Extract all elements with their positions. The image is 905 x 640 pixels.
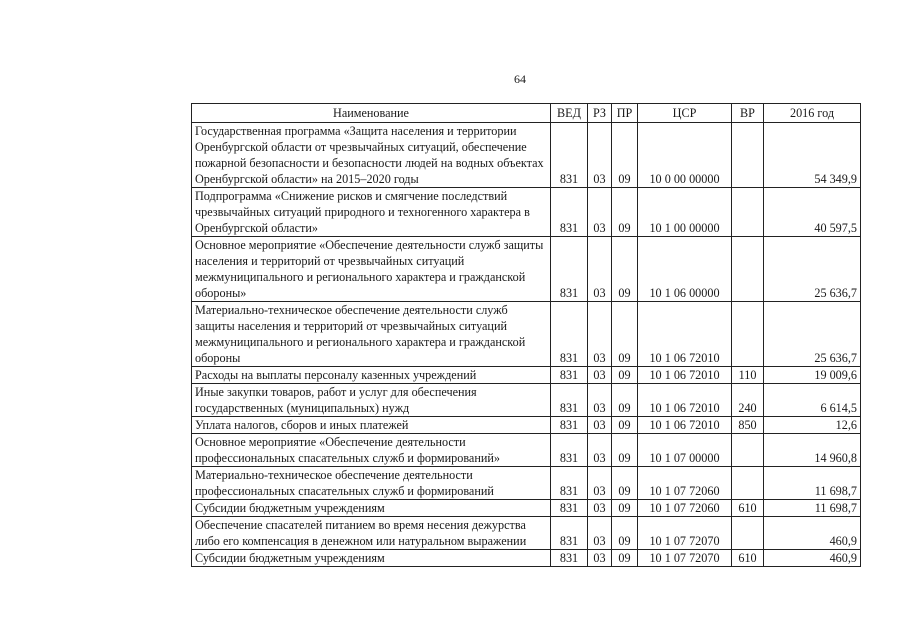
- row-csr: 10 1 07 72070: [638, 517, 732, 550]
- row-pr: 09: [612, 123, 638, 188]
- header-year: 2016 год: [764, 104, 861, 123]
- row-amount: 11 698,7: [764, 467, 861, 500]
- row-pr: 09: [612, 302, 638, 367]
- table-row: [192, 550, 861, 567]
- row-name: Государственная программа «Защита населения и территории Оренбургской области от чрезвычайных ситуаций, обеспечение пожарной безопасности и безопасности людей на водных объектах Оренбургской области» на 2015–2020 годы: [192, 123, 551, 188]
- row-ved: 831: [551, 237, 588, 302]
- header-ved: ВЕД: [551, 104, 588, 123]
- row-rz: 03: [588, 550, 612, 567]
- row-vr: [732, 302, 764, 367]
- table-row: [192, 434, 861, 467]
- row-csr: 10 1 06 72010: [638, 367, 732, 384]
- row-amount: 54 349,9: [764, 123, 861, 188]
- table-row: [192, 188, 861, 237]
- row-ved: 831: [551, 123, 588, 188]
- row-name: Материально-техническое обеспечение деятельности служб защиты населения и территорий от чрезвычайных ситуаций межмуниципального и регионального характера и гражданской обороны: [192, 302, 551, 367]
- row-amount: 460,9: [764, 517, 861, 550]
- row-vr: [732, 188, 764, 237]
- row-rz: 03: [588, 467, 612, 500]
- row-pr: 09: [612, 467, 638, 500]
- row-pr: 09: [612, 237, 638, 302]
- row-rz: 03: [588, 302, 612, 367]
- row-name: Субсидии бюджетным учреждениям: [192, 500, 551, 517]
- row-csr: 10 1 07 72070: [638, 550, 732, 567]
- row-amount: 12,6: [764, 417, 861, 434]
- row-amount: 25 636,7: [764, 302, 861, 367]
- row-amount: 19 009,6: [764, 367, 861, 384]
- row-rz: 03: [588, 237, 612, 302]
- row-amount: 14 960,8: [764, 434, 861, 467]
- row-name: Уплата налогов, сборов и иных платежей: [192, 417, 551, 434]
- row-csr: 10 1 06 72010: [638, 384, 732, 417]
- row-ved: 831: [551, 367, 588, 384]
- table-row: [192, 517, 861, 550]
- header-pr: ПР: [612, 104, 638, 123]
- row-csr: 10 1 00 00000: [638, 188, 732, 237]
- row-name: Основное мероприятие «Обеспечение деятельности служб защиты населения и территорий от чрезвычайных ситуаций межмуниципального и регионального характера и гражданской обороны»: [192, 237, 551, 302]
- row-ved: 831: [551, 302, 588, 367]
- row-rz: 03: [588, 500, 612, 517]
- header-csr: ЦСР: [638, 104, 732, 123]
- row-pr: 09: [612, 417, 638, 434]
- row-ved: 831: [551, 500, 588, 517]
- row-name: Подпрограмма «Снижение рисков и смягчение последствий чрезвычайных ситуаций природного и техногенного характера в Оренбургской области»: [192, 188, 551, 237]
- budget-table: [191, 103, 861, 567]
- row-pr: 09: [612, 434, 638, 467]
- row-csr: 10 1 07 72060: [638, 500, 732, 517]
- table-row: [192, 302, 861, 367]
- row-vr: [732, 517, 764, 550]
- row-pr: 09: [612, 500, 638, 517]
- row-name: Субсидии бюджетным учреждениям: [192, 550, 551, 567]
- row-amount: 460,9: [764, 550, 861, 567]
- row-rz: 03: [588, 188, 612, 237]
- row-name: Обеспечение спасателей питанием во время несения дежурства либо его компенсация в денежном или натуральном выражении: [192, 517, 551, 550]
- row-rz: 03: [588, 384, 612, 417]
- row-ved: 831: [551, 550, 588, 567]
- row-csr: 10 1 06 72010: [638, 302, 732, 367]
- row-amount: 11 698,7: [764, 500, 861, 517]
- row-name: Иные закупки товаров, работ и услуг для обеспечения государственных (муниципальных) нужд: [192, 384, 551, 417]
- row-vr: 240: [732, 384, 764, 417]
- row-pr: 09: [612, 550, 638, 567]
- table-header-row: [192, 104, 861, 123]
- table-row: [192, 500, 861, 517]
- row-pr: 09: [612, 517, 638, 550]
- row-amount: 25 636,7: [764, 237, 861, 302]
- row-ved: 831: [551, 384, 588, 417]
- row-csr: 10 1 06 72010: [638, 417, 732, 434]
- header-name: Наименование: [192, 104, 551, 123]
- row-ved: 831: [551, 467, 588, 500]
- row-ved: 831: [551, 188, 588, 237]
- row-vr: [732, 237, 764, 302]
- header-vr: ВР: [732, 104, 764, 123]
- row-ved: 831: [551, 517, 588, 550]
- row-ved: 831: [551, 434, 588, 467]
- row-pr: 09: [612, 367, 638, 384]
- row-vr: [732, 434, 764, 467]
- row-csr: 10 1 07 72060: [638, 467, 732, 500]
- table-row: [192, 237, 861, 302]
- row-csr: 10 1 07 00000: [638, 434, 732, 467]
- row-amount: 6 614,5: [764, 384, 861, 417]
- row-vr: 110: [732, 367, 764, 384]
- row-rz: 03: [588, 434, 612, 467]
- table-row: [192, 417, 861, 434]
- row-vr: 610: [732, 550, 764, 567]
- table-row: [192, 467, 861, 500]
- table-row: [192, 123, 861, 188]
- table-row: [192, 367, 861, 384]
- row-rz: 03: [588, 517, 612, 550]
- row-name: Основное мероприятие «Обеспечение деятельности профессиональных спасательных служб и формирований»: [192, 434, 551, 467]
- row-pr: 09: [612, 188, 638, 237]
- header-rz: РЗ: [588, 104, 612, 123]
- row-rz: 03: [588, 417, 612, 434]
- row-amount: 40 597,5: [764, 188, 861, 237]
- row-vr: [732, 467, 764, 500]
- page-number: 64: [514, 72, 526, 86]
- row-vr: 610: [732, 500, 764, 517]
- table-row: [192, 384, 861, 417]
- row-rz: 03: [588, 367, 612, 384]
- row-vr: 850: [732, 417, 764, 434]
- row-csr: 10 0 00 00000: [638, 123, 732, 188]
- row-pr: 09: [612, 384, 638, 417]
- row-ved: 831: [551, 417, 588, 434]
- row-vr: [732, 123, 764, 188]
- row-rz: 03: [588, 123, 612, 188]
- row-name: Материально-техническое обеспечение деятельности профессиональных спасательных служб и формирований: [192, 467, 551, 500]
- row-name: Расходы на выплаты персоналу казенных учреждений: [192, 367, 551, 384]
- row-csr: 10 1 06 00000: [638, 237, 732, 302]
